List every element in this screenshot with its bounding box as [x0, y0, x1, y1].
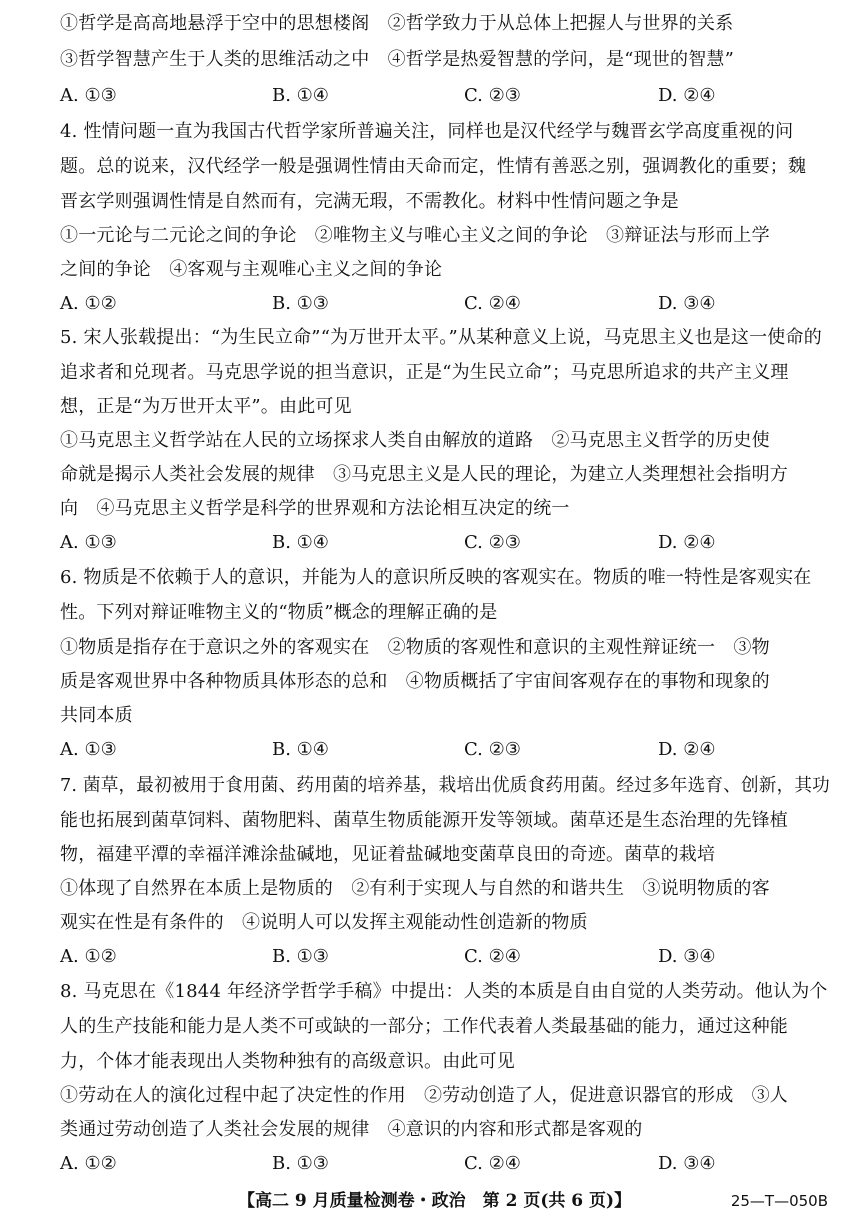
q6-stem-line-2: 性。下列对辩证唯物主义的“物质”概念的理解正确的是	[60, 602, 498, 623]
q6-choice-a: A. ①③	[60, 739, 117, 760]
q5-choice-d: D. ②④	[658, 532, 716, 553]
q4-option-line-2: 之间的争论 ④客观与主观唯心主义之间的争论	[60, 259, 443, 280]
q5-stem-line-3: 想，正是“为万世开太平”。由此可见	[60, 396, 352, 417]
q3-choice-a: A. ①③	[60, 85, 117, 106]
footer-code: 25—T—050B	[730, 1192, 828, 1210]
q3-choice-b: B. ①④	[272, 85, 329, 106]
q5-option-line-2: 命就是揭示人类社会发展的规律 ③马克思主义是人民的理论，为建立人类理想社会指明方	[60, 464, 788, 485]
q7-option-line-2: 观实在性是有条件的 ④说明人可以发挥主观能动性创造新的物质	[60, 912, 588, 933]
q3-option-line-1: ①哲学是高高地悬浮于空中的思想楼阁 ②哲学致力于从总体上把握人与世界的关系	[60, 13, 734, 34]
q5-choice-b: B. ①④	[272, 532, 329, 553]
q7-choice-b: B. ①③	[272, 946, 329, 967]
q3-choice-c: C. ②③	[464, 85, 521, 106]
q7-choice-a: A. ①②	[60, 946, 117, 967]
q4-choice-a: A. ①②	[60, 293, 117, 314]
q5-stem-line-1: 5. 宋人张载提出：“为生民立命”“为万世开太平。”从某种意义上说，马克思主义也是这一使命的	[60, 327, 822, 348]
q3-choice-d: D. ②④	[658, 85, 716, 106]
q8-choice-b: B. ①③	[272, 1153, 329, 1174]
q8-choice-c: C. ②④	[464, 1153, 521, 1174]
q5-choices	[60, 531, 820, 555]
q5-choice-a: A. ①③	[60, 532, 117, 553]
q5-stem-line-2: 追求者和兑现者。马克思学说的担当意识，正是“为生民立命”；马克思所追求的共产主义理	[60, 362, 789, 383]
q4-choice-b: B. ①③	[272, 293, 329, 314]
q6-choice-d: D. ②④	[658, 739, 716, 760]
q4-option-line-1: ①一元论与二元论之间的争论 ②唯物主义与唯心主义之间的争论 ③辩证法与形而上学	[60, 225, 770, 246]
q4-choice-c: C. ②④	[464, 293, 521, 314]
q8-option-line-1: ①劳动在人的演化过程中起了决定性的作用 ②劳动创造了人，促进意识器官的形成 ③人	[60, 1085, 788, 1106]
q6-choice-b: B. ①④	[272, 739, 329, 760]
q8-choices	[60, 1152, 820, 1176]
q7-option-line-1: ①体现了自然界在本质上是物质的 ②有利于实现人与自然的和谐共生 ③说明物质的客	[60, 878, 770, 899]
q7-stem-line-1: 7. 菌草，最初被用于食用菌、药用菌的培养基，栽培出优质食药用菌。经过多年选育、创新，其功	[60, 775, 830, 796]
q6-option-line-2: 质是客观世界中各种物质具体形态的总和 ④物质概括了宇宙间客观存在的事物和现象的	[60, 671, 770, 692]
q6-stem-line-1: 6. 物质是不依赖于人的意识，并能为人的意识所反映的客观实在。物质的唯一特性是客观实在	[60, 567, 812, 588]
page-footer	[0, 1188, 860, 1214]
q8-stem-line-2: 人的生产技能和能力是人类不可或缺的一部分；工作代表着人类最基础的能力，通过这种能	[60, 1016, 788, 1037]
q4-stem-line-3: 晋玄学则强调性情是自然而有，完满无瑕，不需教化。材料中性情问题之争是	[60, 191, 679, 212]
q8-stem-line-1: 8. 马克思在《1844 年经济学哲学手稿》中提出：人类的本质是自由自觉的人类劳动。他认为个	[60, 981, 828, 1002]
q4-choice-d: D. ③④	[658, 293, 716, 314]
q4-stem-line-2: 题。总的说来，汉代经学一般是强调性情由天命而定，性情有善恶之别，强调教化的重要；魏	[60, 156, 807, 177]
q6-choices	[60, 738, 820, 762]
q3-option-line-2: ③哲学智慧产生于人类的思维活动之中 ④哲学是热爱智慧的学问，是“现世的智慧”	[60, 49, 735, 70]
q8-stem-line-3: 力，个体才能表现出人类物种独有的高级意识。由此可见	[60, 1051, 515, 1072]
q5-option-line-1: ①马克思主义哲学站在人民的立场探求人类自由解放的道路 ②马克思主义哲学的历史使	[60, 430, 770, 451]
q4-choices	[60, 292, 820, 316]
q5-option-line-3: 向 ④马克思主义哲学是科学的世界观和方法论相互决定的统一	[60, 498, 570, 519]
q6-option-line-1: ①物质是指存在于意识之外的客观实在 ②物质的客观性和意识的主观性辩证统一 ③物	[60, 637, 770, 658]
q6-option-line-3: 共同本质	[60, 705, 133, 726]
q7-choices	[60, 945, 820, 969]
q4-stem-line-1: 4. 性情问题一直为我国古代哲学家所普遍关注，同样也是汉代经学与魏晋玄学高度重视的问	[60, 121, 794, 142]
q6-choice-c: C. ②③	[464, 739, 521, 760]
q3-choices	[60, 84, 820, 108]
q7-choice-c: C. ②④	[464, 946, 521, 967]
q5-choice-c: C. ②③	[464, 532, 521, 553]
q8-choice-d: D. ③④	[658, 1153, 716, 1174]
q7-choice-d: D. ③④	[658, 946, 716, 967]
q8-option-line-2: 类通过劳动创造了人类社会发展的规律 ④意识的内容和形式都是客观的	[60, 1119, 643, 1140]
q7-stem-line-3: 物，福建平潭的幸福洋滩涂盐碱地，见证着盐碱地变菌草良田的奇迹。菌草的栽培	[60, 844, 716, 865]
footer-title: 【高二 9 月质量检测卷・政治 第 2 页(共 6 页)】	[238, 1191, 632, 1211]
q8-choice-a: A. ①②	[60, 1153, 117, 1174]
q7-stem-line-2: 能也拓展到菌草饲料、菌物肥料、菌草生物质能源开发等领域。菌草还是生态治理的先锋植	[60, 810, 788, 831]
